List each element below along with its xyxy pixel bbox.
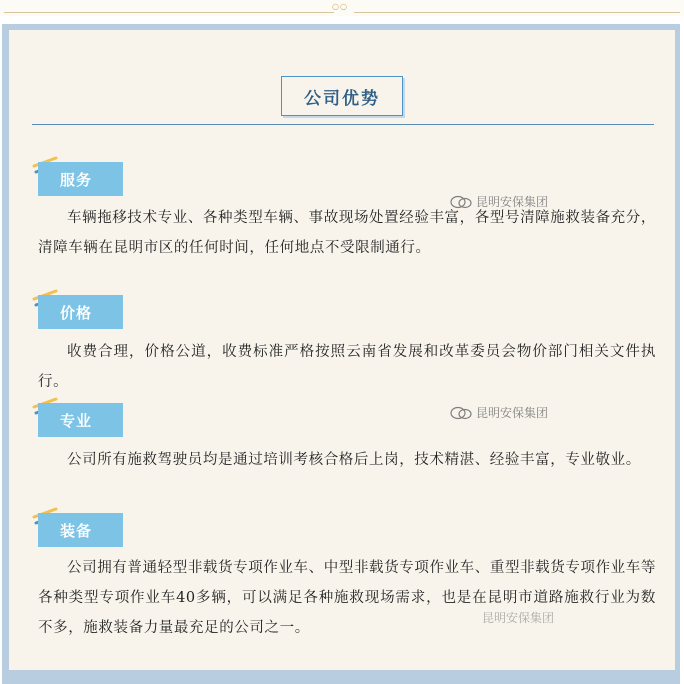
top-divider-right <box>354 12 680 13</box>
wechat-logo-icon <box>450 406 472 420</box>
top-decoration-band <box>0 0 684 16</box>
section-tag-service: 服务 <box>38 162 123 196</box>
watermark <box>450 404 548 421</box>
section-tag-price: 价格 <box>38 295 123 329</box>
watermark <box>450 193 548 210</box>
top-dots-ornament: ○○ <box>332 2 348 11</box>
watermark <box>482 609 554 626</box>
section-text-equipment: 公司拥有普通轻型非载货专项作业车、中型非载货专项作业车、重型非载货专项作业车等各种类型专项作业车40多辆，可以满足各种施救现场需求，也是在昆明市道路施救行业为数不多，施救装备力量最充足的公司之一。 <box>38 560 656 636</box>
title-divider <box>32 124 654 125</box>
watermark-text: 昆明安保集团 <box>482 611 555 625</box>
section-text-price: 收费合理，价格公道，收费标准严格按照云南省发展和改革委员会物价部门相关文件执行。 <box>38 344 656 390</box>
section-text-professional: 公司所有施救驾驶员均是通过培训考核合格后上岗，技术精湛、经验丰富，专业敬业。 <box>67 452 641 468</box>
section-tag-equipment: 装备 <box>38 513 123 547</box>
watermark-text: 昆明安保集团 <box>476 406 549 420</box>
wechat-logo-icon <box>450 195 472 209</box>
top-divider-left <box>4 12 334 13</box>
section-text-service: 车辆拖移技术专业、各种类型车辆、事故现场处置经验丰富，各型号清障施救装备充分，清障车辆在昆明市区的任何时间，任何地点不受限制通行。 <box>38 210 656 256</box>
page-title: 公司优势 <box>281 76 403 116</box>
watermark-text: 昆明安保集团 <box>476 195 549 209</box>
section-tag-professional: 专业 <box>38 403 123 437</box>
